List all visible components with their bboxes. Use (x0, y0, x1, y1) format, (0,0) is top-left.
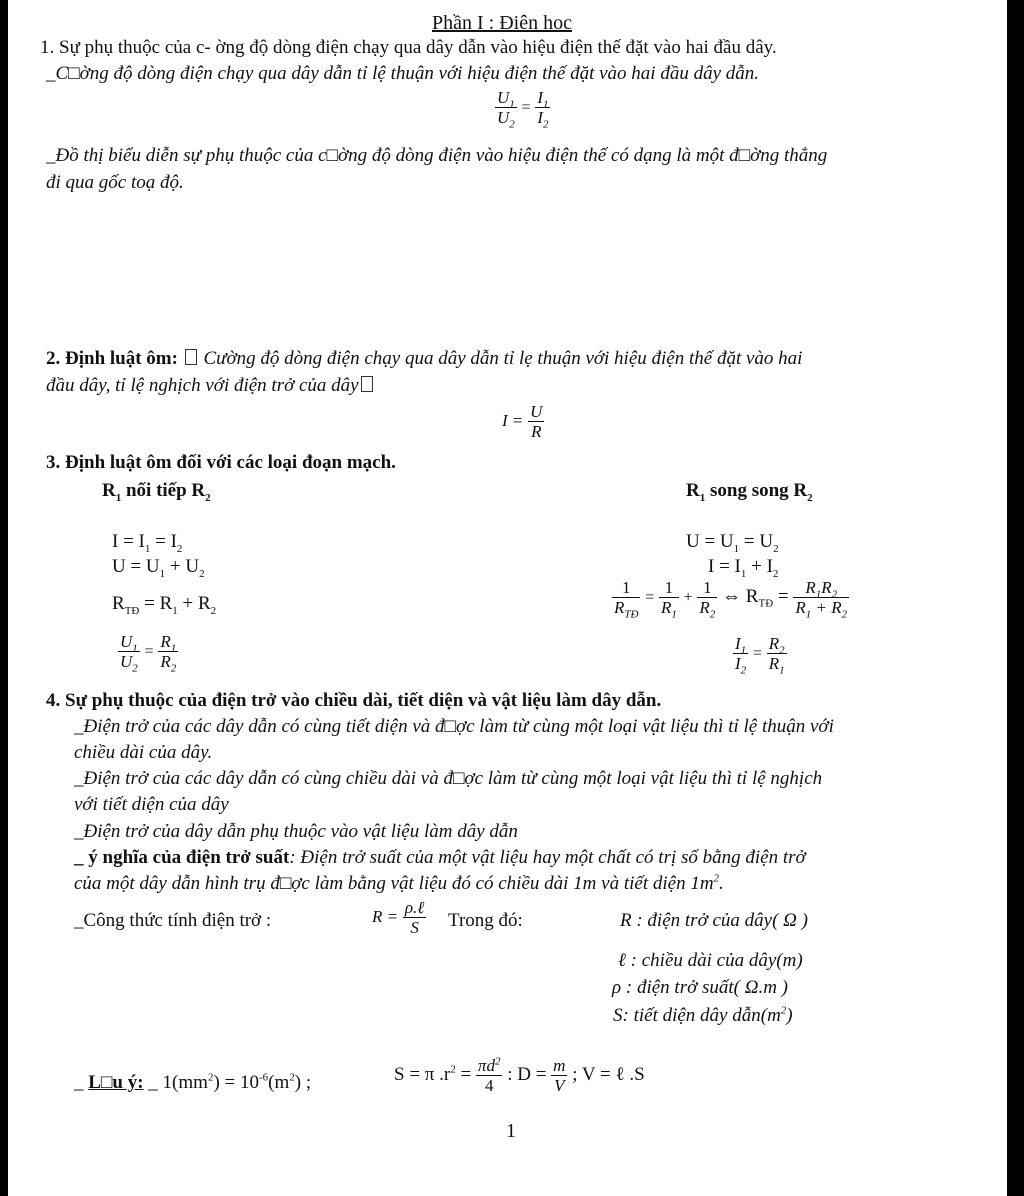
ohm-law-formula: I = $\frac{U}{R}$ (502, 402, 543, 441)
document-page (8, 0, 1007, 1196)
where-label: Trong đó: (448, 910, 523, 931)
section-1-line1: _C□ờng độ dòng điện chạy qua dây dẫn tỉ lệ thuận với hiệu điện thế đặt vào hai đầu dây dẫn. (46, 63, 760, 84)
section-4-p1a: _Điện trở của các dây dẫn có cùng tiết diện và đ□ợc làm từ cùng một loại vật liệu thì tỉ lệ thuận với (74, 716, 834, 737)
resistance-formula: R = $\frac{\text{ρ.ℓ}}{S}$ (372, 898, 425, 937)
def-resistivity: ρ : điện trở suất( Ω.m ) (612, 977, 789, 998)
resistance-formula-label: _Công thức tính điện trở : (74, 910, 272, 931)
series-ratio-formula: $\frac{U_1}{U_2}$ = $\frac{R_1}{R_2}$ (120, 632, 177, 675)
parallel-voltage: $U = U_1 = U_2$ (686, 531, 779, 555)
section-1-heading: 1. Sự phụ thuộc của c- ờng độ dòng điện chạy qua dây dẫn vào hiệu điện thế đặt vào hai đầu dây. (40, 37, 777, 58)
section-4-p4: _ ý nghĩa của điện trở suất: Điện trở suất của một vật liệu hay một chất có trị số bằng điện trở (74, 847, 806, 868)
section-4-p1b: chiều dài của dây. (74, 742, 213, 763)
section-2-line1: 2. Định luật ôm: Cường độ dòng điện chạy qua dây dẫn tỉ lẹ thuận với hiệu điện thế đặt vào hai (46, 348, 803, 369)
series-resistance: $R_{TĐ} = R_1 + R_2$ (112, 593, 217, 617)
box-glyph-icon (185, 349, 197, 365)
section-4-heading: 4. Sự phụ thuộc của điện trở vào chiều dài, tiết diện và vật liệu làm dây dẫn. (46, 690, 662, 711)
section-1-line2b: đi qua gốc toạ độ. (46, 172, 184, 193)
series-title: $R_1$ nối tiếp $R_2$ (102, 480, 211, 504)
parallel-current: $I = I_1 + I_2$ (708, 556, 779, 580)
page-title: Phần I : Điên hoc (432, 12, 572, 34)
section-1-formula: $\frac{U_1}{U_2}$ = $\frac{I_1}{I_2}$ (497, 88, 549, 131)
parallel-resistance-formula: $\frac{1}{R_{TĐ}}$ = $\frac{1}{R_1}$ + $\frac{1}{R_2}$ ⇔ $R_{TĐ}$ = $\frac{R_1R_2}{R_1 + R_2}$ (614, 578, 848, 621)
section-4-p4b: của một dây dẫn hình trụ đ□ợc làm bằng vật liệu đó có chiều dài 1m và tiết diện $1m^2$. (74, 872, 724, 894)
section-4-p2b: với tiết diện của dây (74, 794, 229, 815)
section-4-p3: _Điện trở của dây dẫn phụ thuộc vào vật liệu làm dây dẫn (74, 821, 518, 842)
box-glyph-icon (361, 376, 373, 392)
series-voltage: $U = U_1 + U_2$ (112, 556, 205, 580)
section-3-heading: 3. Định luật ôm đối với các loại đoạn mạch. (46, 452, 396, 473)
page-number: 1 (506, 1120, 516, 1142)
series-current: $I = I_1 = I_2$ (112, 531, 183, 555)
parallel-ratio-formula: $\frac{I_1}{I_2}$ = $\frac{R_2}{R_1}$ (735, 634, 785, 677)
def-resistance: R : điện trở của dây( Ω ) (620, 910, 808, 931)
def-area: S: tiết diện dây $dẫn(m^2)$ (613, 1004, 793, 1026)
note-formulas: S = π $.r^2$ = $\frac{\pi d^2}{4}$ : D = $\frac{m}{V}$ ; V = ℓ .S (394, 1055, 645, 1095)
section-4-p2a: _Điện trở của các dây dẫn có cùng chiều dài và đ□ợc làm từ cùng một loại vật liệu thì tỉ lệ nghịch (74, 768, 823, 789)
note-line: _ L□u ý: _ $1(mm^2) = 10^{-6}(m^2)$ ; (74, 1071, 312, 1093)
section-2-line2: đầu dây, tỉ lệ nghịch với điện trở của dây (46, 375, 375, 397)
section-1-line2a: _Đồ thị biểu diễn sự phụ thuộc của c□ờng độ dòng điện vào hiệu điện thế có dạng là một đ□ờng thẳng (46, 145, 828, 166)
parallel-title: $R_1$ song song $R_2$ (686, 480, 813, 504)
def-length: ℓ : chiều dài của dây(m) (618, 950, 803, 971)
